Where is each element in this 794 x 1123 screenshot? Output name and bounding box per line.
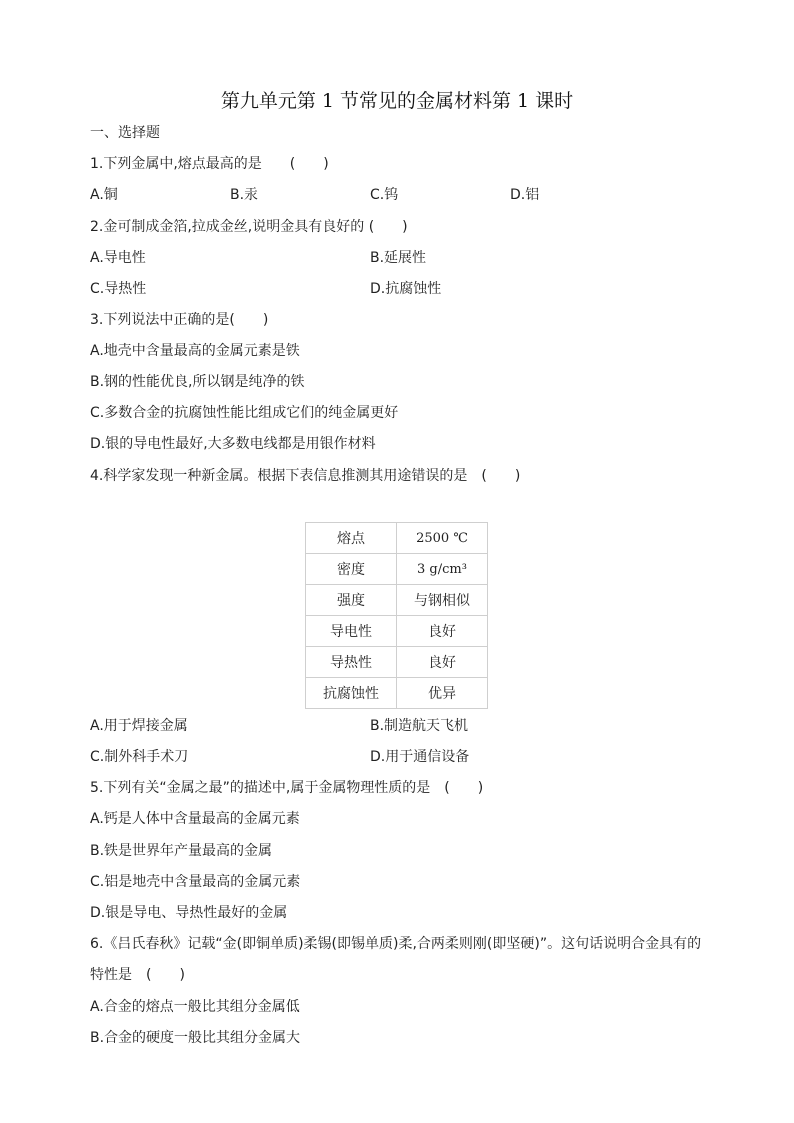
q6-option-b: B.合金的硬度一般比其组分金属大 <box>90 1030 301 1046</box>
q5-option-a: A.钙是人体中含量最高的金属元素 <box>90 811 300 827</box>
table-cell-property: 导热性 <box>306 647 397 678</box>
q1-option-a: A.铜 <box>90 187 118 203</box>
table-row <box>306 585 488 616</box>
table-row <box>306 523 488 554</box>
question-4-stem: 4.科学家发现一种新金属。根据下表信息推测其用途错误的是 ( ) <box>90 468 521 484</box>
table-cell-value: 良好 <box>397 616 488 647</box>
question-6-stem: 6.《吕氏春秋》记载“金(即铜单质)柔锡(即锡单质)柔,合两柔则刚(即坚硬)”。这句话说明合金具有的 <box>90 936 702 952</box>
metal-properties-table <box>305 522 488 709</box>
table-row <box>306 554 488 585</box>
q3-option-c: C.多数合金的抗腐蚀性能比组成它们的纯金属更好 <box>90 405 399 421</box>
question-2-stem: 2.金可制成金箔,拉成金丝,说明金具有良好的 ( ) <box>90 219 408 235</box>
q2-option-c: C.导热性 <box>90 281 147 297</box>
q3-option-a: A.地壳中含量最高的金属元素是铁 <box>90 343 300 359</box>
table-cell-property: 抗腐蚀性 <box>306 678 397 709</box>
q5-option-d: D.银是导电、导热性最好的金属 <box>90 905 288 921</box>
table-cell-value: 与钢相似 <box>397 585 488 616</box>
q5-option-b: B.铁是世界年产量最高的金属 <box>90 843 273 859</box>
q4-option-c: C.制外科手术刀 <box>90 749 189 765</box>
q1-option-c: C.钨 <box>370 187 399 203</box>
q2-option-b: B.延展性 <box>370 250 427 266</box>
table-row <box>306 616 488 647</box>
question-6-stem-continued: 特性是 ( ) <box>90 967 185 983</box>
table-cell-value: 2500 ℃ <box>397 523 488 554</box>
q1-option-d: D.铝 <box>510 187 540 203</box>
q4-option-a: A.用于焊接金属 <box>90 718 188 734</box>
q2-option-a: A.导电性 <box>90 250 146 266</box>
q1-option-b: B.汞 <box>230 187 259 203</box>
q2-option-d: D.抗腐蚀性 <box>370 281 442 297</box>
question-5-stem: 5.下列有关“金属之最”的描述中,属于金属物理性质的是 ( ) <box>90 780 484 796</box>
table-row <box>306 647 488 678</box>
table-cell-property: 密度 <box>306 554 397 585</box>
q3-option-d: D.银的导电性最好,大多数电线都是用银作材料 <box>90 436 376 452</box>
section-heading: 一、选择题 <box>90 125 160 141</box>
table-cell-value: 良好 <box>397 647 488 678</box>
q3-option-b: B.钢的性能优良,所以钢是纯净的铁 <box>90 374 305 390</box>
page-title: 第九单元第 1 节常见的金属材料第 1 课时 <box>220 90 574 112</box>
table-cell-property: 导电性 <box>306 616 397 647</box>
q4-option-b: B.制造航天飞机 <box>370 718 469 734</box>
q5-option-c: C.铝是地壳中含量最高的金属元素 <box>90 874 301 890</box>
question-1-stem: 1.下列金属中,熔点最高的是 ( ) <box>90 156 329 172</box>
table-cell-property: 强度 <box>306 585 397 616</box>
q4-option-d: D.用于通信设备 <box>370 749 470 765</box>
table-cell-value: 3 g/cm³ <box>397 554 488 585</box>
question-3-stem: 3.下列说法中正确的是( ) <box>90 312 269 328</box>
table-row <box>306 678 488 709</box>
table-cell-property: 熔点 <box>306 523 397 554</box>
table-cell-value: 优异 <box>397 678 488 709</box>
q6-option-a: A.合金的熔点一般比其组分金属低 <box>90 999 300 1015</box>
